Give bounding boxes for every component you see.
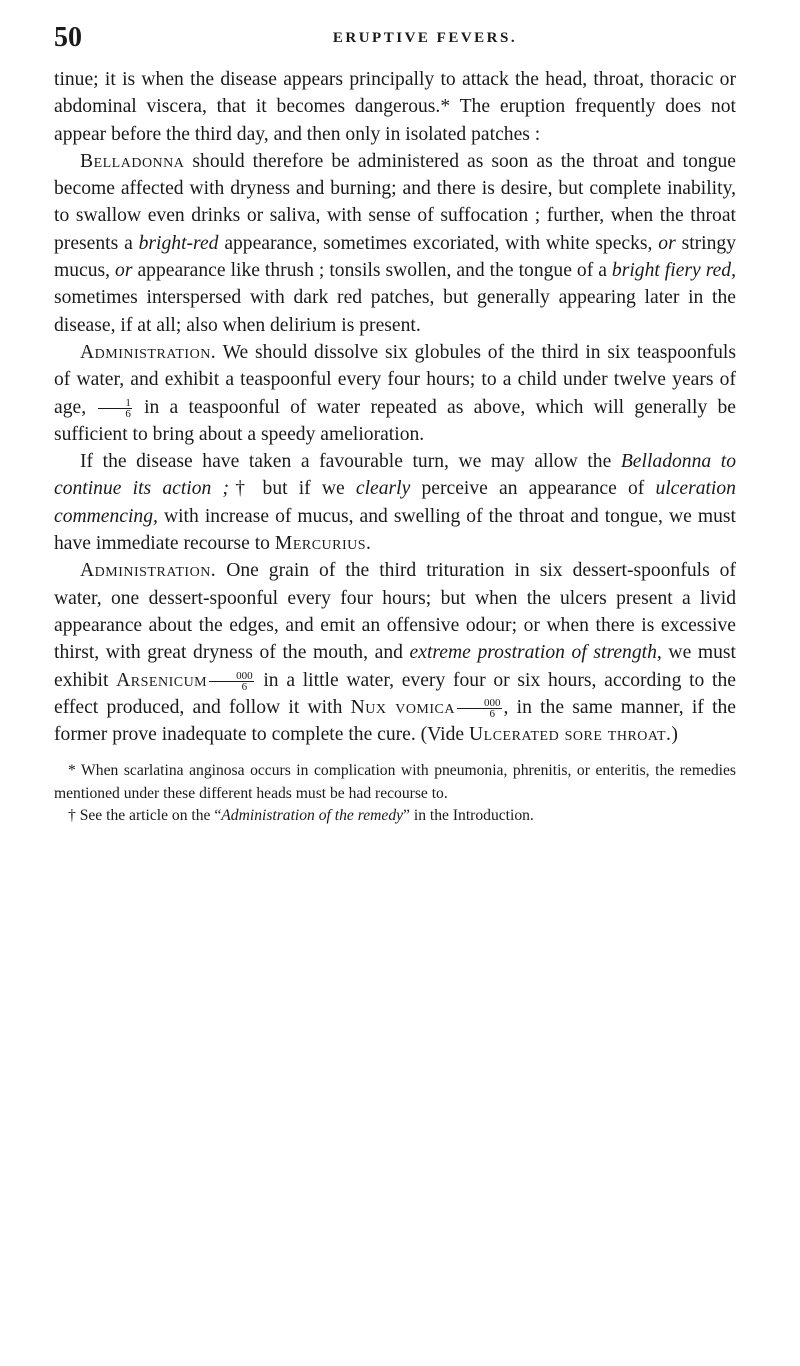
emphasis: Belladonna to continue its action ; [54, 451, 736, 500]
text-run: we must exhibit [54, 642, 736, 691]
emphasis: or [115, 260, 133, 282]
text-run: appearance like thrush ; tonsils swollen, and the tongue of a [132, 260, 612, 282]
fraction-denominator: 6 [489, 707, 495, 720]
emphasis: or [658, 232, 676, 254]
section-lead: Administration. [80, 341, 217, 363]
cross-reference: Ulcerated sore throat. [469, 724, 672, 746]
fraction-numerator: 000 [209, 671, 254, 682]
section-lead: Administration. [80, 560, 217, 582]
text-run: We should dissolve six globules of the third in six teaspoonfuls of water, and exhibit a teaspoonful every four hours; to a child under twelve years of age, [54, 341, 736, 418]
footnote-1: * When scarlatina anginosa occurs in complication with pneumonia, phrenitis, or enteritis, the remedies mentioned under these different heads must be had recourse to. [54, 762, 736, 802]
fraction-denominator: 6 [125, 407, 131, 420]
fraction-denominator: 6 [241, 680, 248, 693]
footnotes [54, 760, 736, 827]
fraction-numerator: 000 [457, 698, 502, 709]
paragraph-administration-2 [54, 557, 736, 748]
running-title: ERUPTIVE FEVERS. [332, 30, 518, 46]
main-text [54, 66, 736, 748]
text-run: If the disease have taken a favourable turn, we may allow the [80, 451, 621, 473]
paragraph-continuation [54, 66, 736, 148]
text-run: in a little water, every four or six hours, according to the effect produced, and follow it with [54, 669, 736, 718]
text-run: † See the article on the “ [68, 807, 222, 825]
remedy-name-arsenicum: Arsenicum [116, 669, 208, 691]
text-run: perceive an appearance of [410, 478, 656, 500]
text-run: , in the same manner, if the former prove inadequate to complete the cure. (Vide [54, 696, 737, 746]
dose-fraction [209, 671, 254, 692]
text-run: sometimes interspersed with dark red patches, but generally appearing later in the disease, if at all; also when delirium is present. [54, 287, 736, 336]
text-run: with increase of mucus, and swelling of the throat and tongue, we must have immediate recourse to [54, 505, 736, 555]
fraction-numerator: 1 [98, 398, 132, 409]
paragraph-belladonna [54, 148, 736, 339]
text-run: stringy mucus, [54, 232, 736, 282]
emphasis: bright fiery red, [611, 260, 736, 282]
page-header [54, 22, 736, 62]
footnote-2 [54, 805, 736, 827]
text-run: but if we [251, 478, 356, 500]
text-run: One grain of the third trituration in six dessert-spoonfuls of water, one dessert-spoonful every four hours; but when the ulcers present a livid appearance about the edges, and emit an offensive odour; or when there is excessive thirst, with great dryness of the mouth, and [54, 560, 736, 664]
paragraph-administration-1 [54, 339, 736, 448]
text-run: ) [671, 724, 678, 746]
text-run: appearance, sometimes excoriated, with white specks, [218, 232, 659, 254]
text-run: ” in the Introduction. [403, 807, 534, 825]
emphasis: clearly [355, 478, 411, 500]
text-run: should therefore be administered as soon as the throat and tongue become affected with dryness and burning; and there is desire, but complete inability, to swallow even drinks or saliva, with sense of suffocation ; further, when the throat presents a [54, 150, 736, 254]
remedy-name-nux-vomica: Nux vomica [350, 696, 455, 718]
paragraph-favourable-turn [54, 448, 736, 557]
paragraph-text: tinue; it is when the disease appears principally to attack the head, throat, thoracic or abdominal viscera, that it becomes dangerous.* The eruption frequently does not appear before the third day, and then only in isolated patches : [54, 69, 736, 145]
dose-fraction [457, 698, 502, 719]
text-run: in a teaspoonful of water repeated as above, which will generally be sufficient to bring about a speedy amelioration. [54, 396, 736, 445]
emphasis: ulceration commencing, [54, 478, 736, 527]
emphasis: bright-red [138, 232, 219, 254]
remedy-name-mercurius: Mercurius. [274, 533, 372, 555]
remedy-name-belladonna: Belladonna [80, 150, 185, 172]
footnote-marker: † [229, 478, 252, 500]
emphasis: Administration of the remedy [221, 807, 404, 825]
fraction [98, 398, 132, 419]
emphasis: extreme prostration of strength, [409, 642, 662, 664]
page-number: 50 [54, 22, 82, 53]
